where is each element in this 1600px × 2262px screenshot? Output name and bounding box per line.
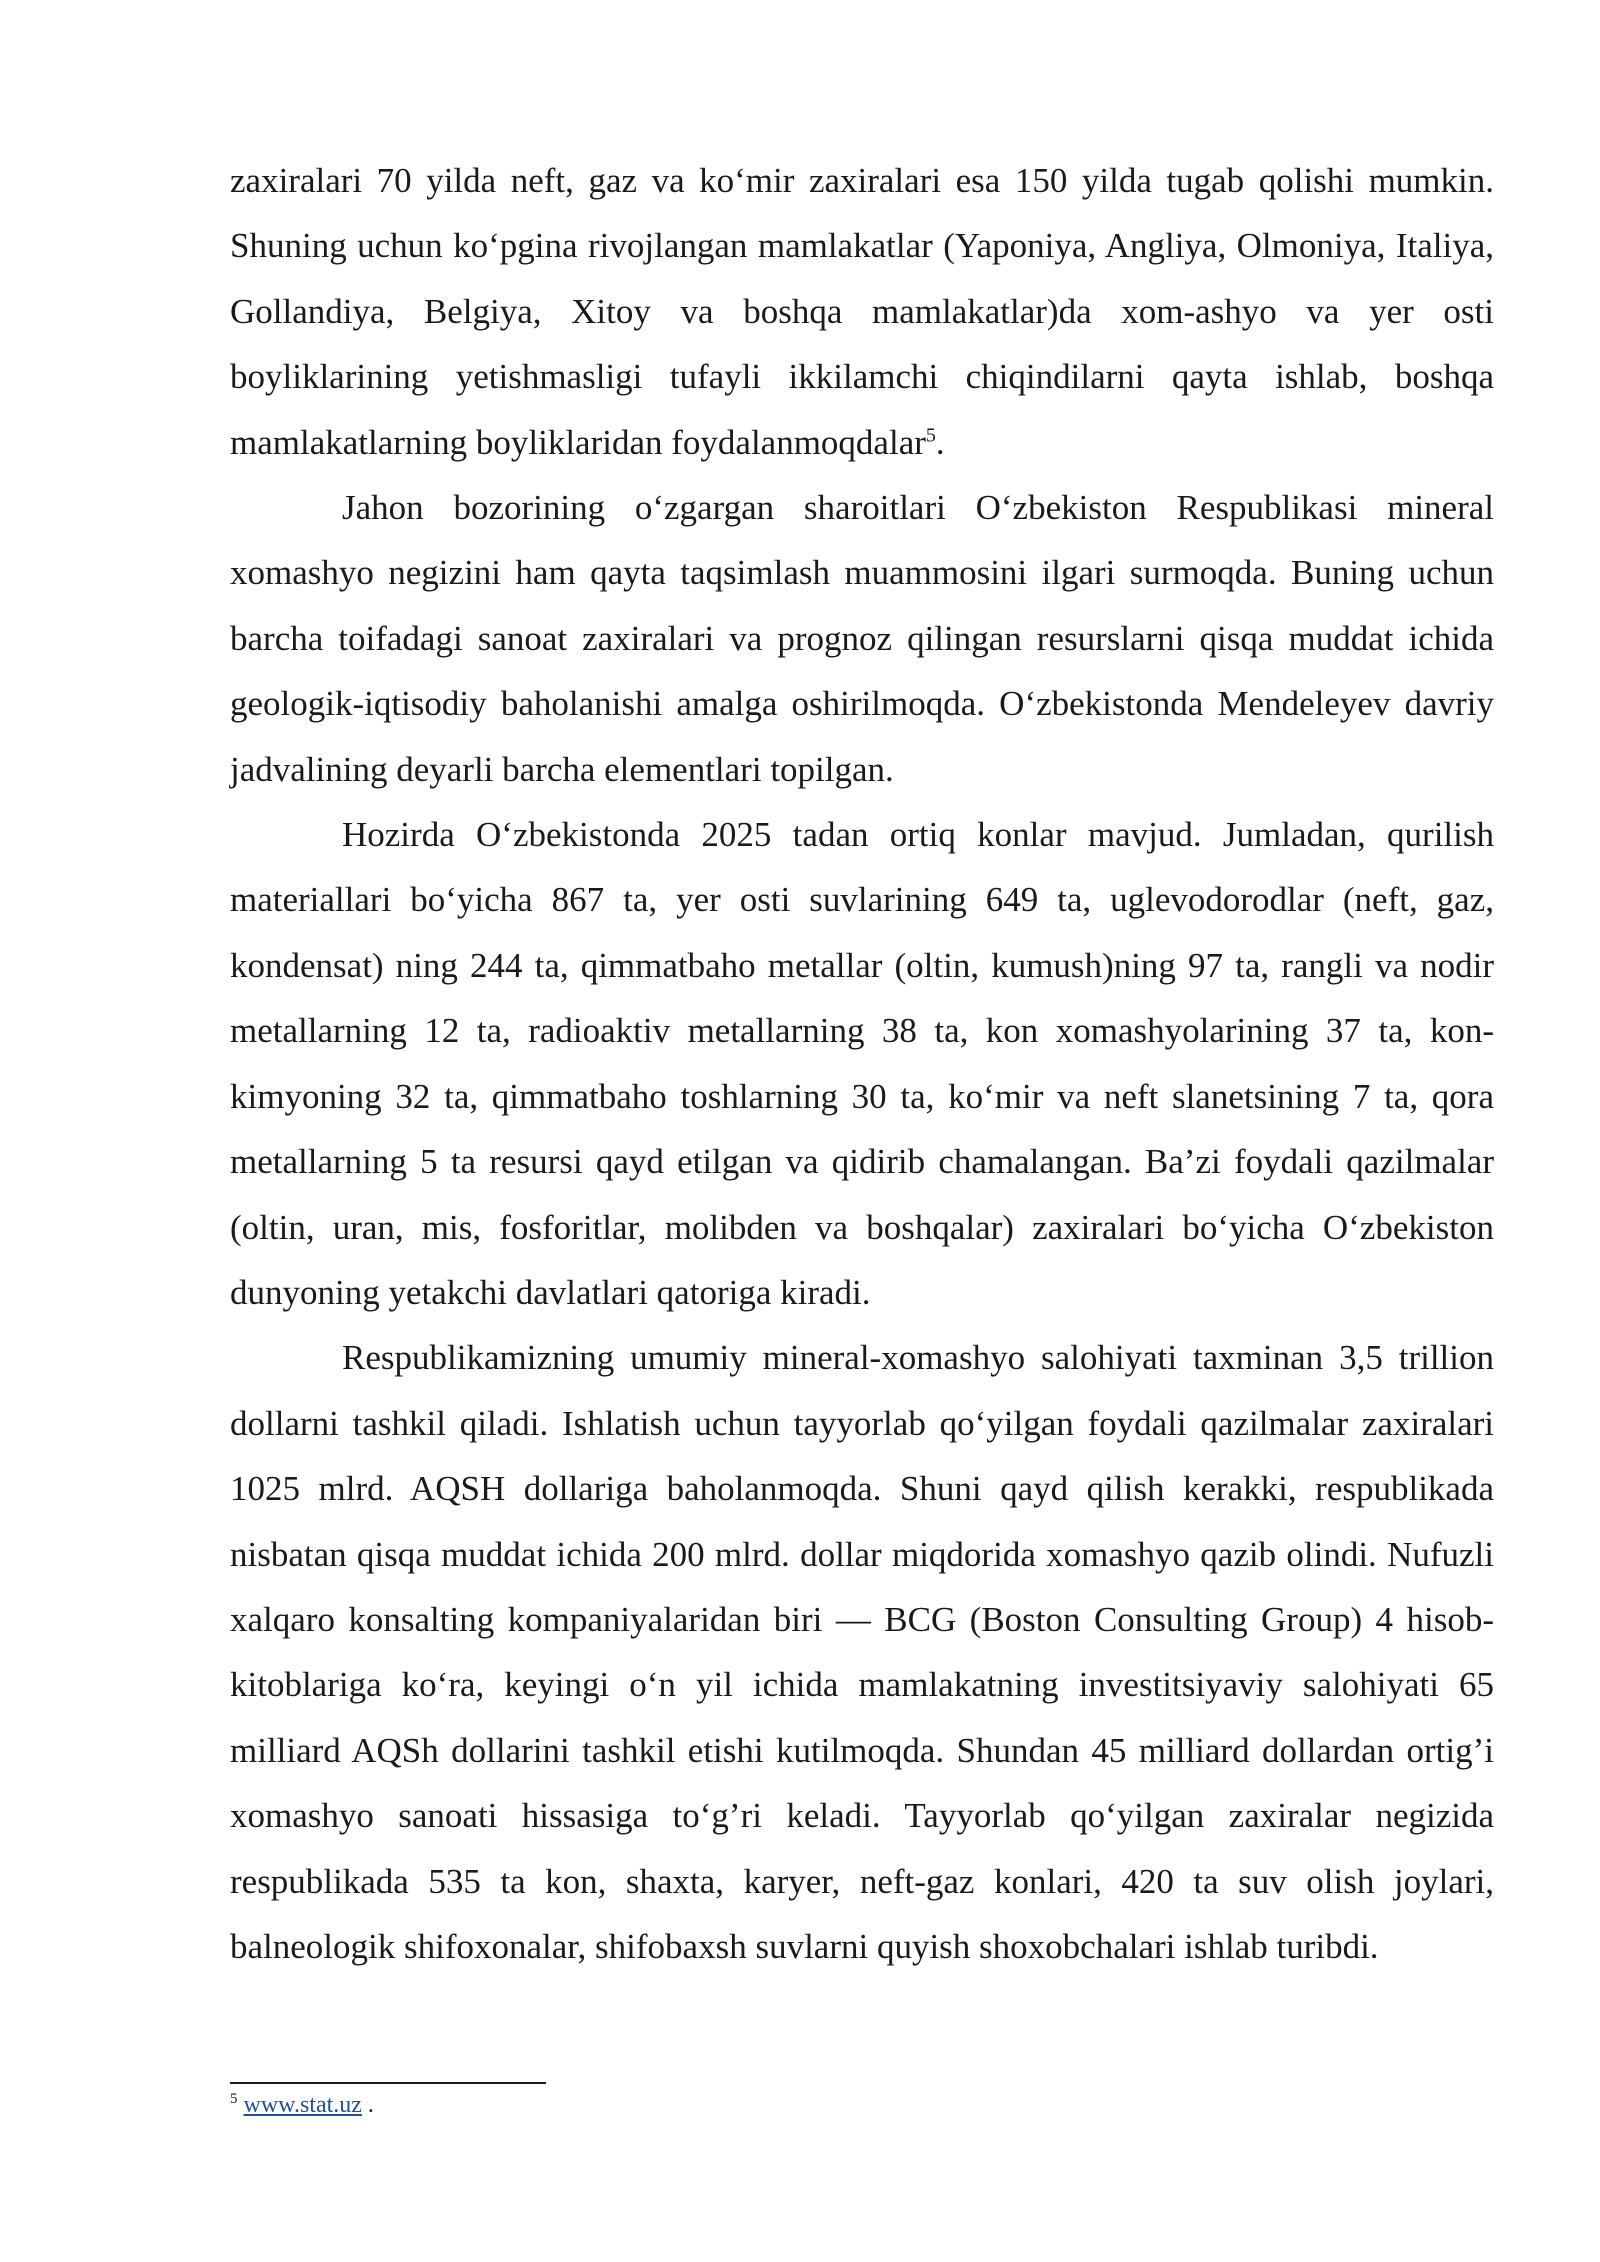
footnote-reference[interactable]: 5 [925,423,936,446]
paragraph-4: Respublikamizning umumiy mineral-xomashyo salohiyati taxminan 3,5 trillion dollarni tashkil qiladi. Ishlatish uchun tayyorlab qo‘yilgan foydali qazilmalar zaxiralari 1025 mlrd. AQSH dollariga baholanmoqda. Shuni qayd qilish kerakki, respublikada nisbatan qisqa muddat ichida 200 mlrd. dollar miqdorida xomashyo qazib olindi. Nufuzli xalqaro konsalting kompaniyalaridan biri — BCG (Boston Consulting Group) 4 hisob- kitoblariga ko‘ra, keyingi o‘n yil ichida mamlakatning investitsiyaviy salohiyati 65 milliard AQSh dollarini tashkil etishi kutilmoqda. Shundan 45 milliard dollardan ortig’i xomashyo sanoati hissasiga to‘g’ri keladi. Tayyorlab qo‘yilgan zaxiralar negizida respublikada 535 ta kon, shaxta, karyer, neft-gaz konlari, 420 ta suv olish joylari, balneologik shifoxonalar, shifobaxsh suvlarni quyish shoxobchalari ishlab turibdi. [230,1338,1494,1966]
page-body [230,148,1494,1979]
paragraph-3: Hozirda O‘zbekistonda 2025 tadan ortiq konlar mavjud. Jumladan, qurilish materiallari bo‘yicha 867 ta, yer osti suvlarining 649 ta, uglevodorodlar (neft, gaz, kondensat) ning 244 ta, qimmatbaho metallar (oltin, kumush)ning 97 ta, rangli va nodir metallarning 12 ta, radioaktiv metallarning 38 ta, kon xomashyolarining 37 ta, kon-kimyoning 32 ta, qimmatbaho toshlarning 30 ta, ko‘mir va neft slanetsining 7 ta, qora metallarning 5 ta resursi qayd etilgan va qidirib chamalangan. Ba’zi foydali qazilmalar (oltin, uran, mis, fosforitlar, molibden va boshqalar) zaxiralari bo‘yicha O‘zbekiston dunyoning yetakchi davlatlari qatoriga kiradi. [230,815,1494,1312]
paragraph-1-tail: . [935,422,945,462]
paragraph-1-text: zaxiralari 70 yilda neft, gaz va ko‘mir zaxiralari esa 150 yilda tugab qolishi mumkin. Shuning uchun ko‘pgina rivojlangan mamlakatlar (Yaponiya, Angliya, Olmoniya, Italiya, Gollandiya, Belgiya, Xitoy va boshqa mamlakatlar)da xom-ashyo va yer osti boyliklarining yetishmasligi tufayli ikkilamchi chiqindilarni qayta ishlab, boshqa mamlakatlarning boyliklaridan foydalanmoqdalar [230,161,1494,462]
footnote-link[interactable]: www.stat.uz [243,2092,362,2118]
footnote-separator [230,2082,546,2084]
paragraph-2: Jahon bozorining o‘zgargan sharoitlari O‘zbekiston Respublikasi mineral xomashyo negizini ham qayta taqsimlash muammosini ilgari surmoqda. Buning uchun barcha toifadagi sanoat zaxiralari va prognoz qilingan resurslarni qisqa muddat ichida geologik-iqtisodiy baholanishi amalga oshirilmoqda. O‘zbekistonda Mendeleyev davriy jadvalining deyarli barcha elementlari topilgan. [230,488,1494,789]
footnote [230,2088,374,2122]
footnote-number: 5 [230,2091,238,2107]
footnote-tail: . [361,2092,374,2118]
paragraph-1 [230,148,1494,475]
